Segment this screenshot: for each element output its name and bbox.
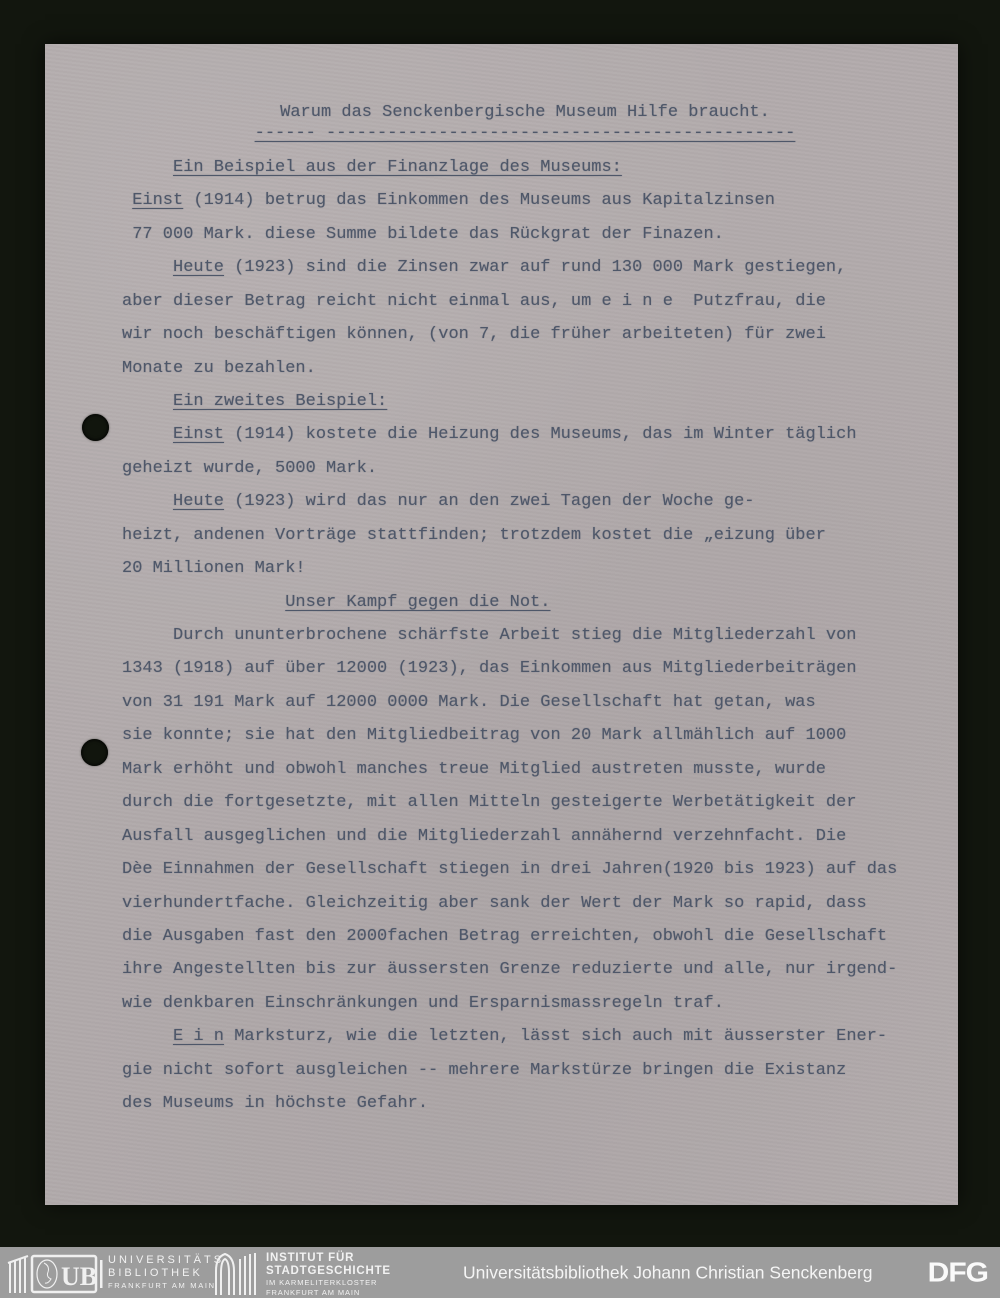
document-line	[122, 318, 928, 351]
ub-wordmark-line: BIBLIOTHEK	[108, 1267, 203, 1279]
document-line	[122, 987, 928, 1020]
document-line	[122, 151, 928, 184]
text-segment: Dèe Einnahmen der Gesellschaft stiegen in drei Jahren(1920 bis 1923) auf das	[122, 860, 898, 880]
document-line	[122, 184, 928, 217]
document-line	[122, 753, 928, 786]
text-segment: wie denkbaren Einschränkungen und Ersparnismassregeln traf.	[122, 993, 724, 1013]
underlined-text: ------ ----------------------------------------------	[254, 124, 796, 144]
hole-punch-bottom	[81, 739, 108, 766]
underlined-text: Unser Kampf gegen die Not.	[285, 592, 551, 612]
document-line	[122, 1020, 928, 1053]
document-line	[122, 352, 928, 385]
text-segment: vierhundertfache. Gleichzeitig aber sank der Wert der Mark so rapid, dass	[122, 893, 867, 913]
document-line	[122, 1087, 928, 1120]
underlined-text: Ein Beispiel aus der Finanzlage des Museums:	[173, 157, 622, 177]
ub-library-logo-icon	[6, 1251, 106, 1295]
institut-wordmark-line: IM KARMELITERKLOSTER	[266, 1278, 378, 1287]
text-segment: Warum das Senckenbergische Museum Hilfe braucht.	[280, 103, 770, 122]
text-segment: Durch ununterbrochene schärfste Arbeit stieg die Mitgliederzahl von	[173, 626, 857, 645]
text-segment: (1923) wird das nur an den zwei Tagen der Woche ge-	[224, 492, 755, 512]
text-segment: Marksturz, wie die letzten, lässt sich auch mit äusserster Ener-	[224, 1027, 888, 1047]
document-line	[122, 887, 928, 920]
text-segment: (1914) kostete die Heizung des Museums, das im Winter täglich	[224, 425, 857, 445]
document-line	[122, 686, 928, 719]
document-line	[122, 418, 928, 451]
institut-wordmark-line: INSTITUT FÜR	[266, 1252, 355, 1264]
document-line	[122, 586, 928, 619]
document-line	[122, 117, 928, 150]
institut-wordmark-line: FRANKFURT AM MAIN	[266, 1287, 361, 1297]
underlined-text: Ein zweites Beispiel:	[173, 391, 388, 411]
document-line	[122, 719, 928, 752]
institut-wordmark-line: STADTGESCHICHTE	[266, 1265, 391, 1277]
svg-text:UB: UB	[61, 1262, 98, 1291]
underlined-text: Einst	[173, 425, 225, 445]
text-segment: geheizt wurde, 5000 Mark.	[122, 458, 378, 478]
text-segment: wir noch beschäftigen können, (von 7, die früher arbeiteten) für zwei	[122, 325, 826, 345]
ub-library-wordmark	[108, 1254, 224, 1291]
document-line	[122, 920, 928, 953]
document-line	[122, 820, 928, 853]
ub-wordmark-line: FRANKFURT AM MAIN	[108, 1281, 216, 1290]
text-segment: 1343 (1918) auf über 12000 (1923), das Einkommen aus Mitgliederbeiträgen	[122, 659, 857, 679]
library-name-text: Universitätsbibliothek Johann Christian Senckenberg	[463, 1262, 873, 1282]
text-segment: durch die fortgesetzte, mit allen Mitteln gesteigerte Werbetätigkeit der	[122, 793, 857, 813]
footer-bar	[0, 1247, 1000, 1298]
ub-wordmark-line: UNIVERSITÄTS	[108, 1254, 225, 1266]
document-line	[122, 853, 928, 886]
document-line	[122, 519, 928, 552]
text-segment: 77 000 Mark. diese Summe bildete das Rückgrat der Finazen.	[132, 224, 724, 244]
dfg-logo: DFG	[927, 1256, 988, 1288]
text-segment: des Museums in höchste Gefahr.	[122, 1094, 429, 1114]
document-line	[122, 786, 928, 819]
text-segment: sie konnte; sie hat den Mitgliedbeitrag von 20 Mark allmählich auf 1000	[122, 726, 847, 746]
document-line	[122, 285, 928, 318]
document-line	[122, 619, 928, 652]
document-line	[122, 652, 928, 685]
text-segment: gie nicht sofort ausgleichen -- mehrere Markstürze bringen die Existanz	[122, 1060, 847, 1080]
paper-page	[45, 44, 958, 1205]
hole-punch-top	[82, 414, 109, 441]
text-segment: Monate zu bezahlen.	[122, 358, 316, 378]
document-line	[122, 552, 928, 585]
underlined-text: Heute	[173, 258, 225, 278]
text-segment: (1923) sind die Zinsen zwar auf rund 130 000 Mark gestiegen,	[224, 258, 847, 278]
underlined-text: Heute	[173, 492, 225, 512]
text-segment: (1914) betrug das Einkommen des Museums aus Kapitalzinsen	[183, 191, 775, 211]
institut-stadtgeschichte-logo-icon	[212, 1251, 262, 1295]
document-line	[122, 485, 928, 518]
underlined-text: Einst	[132, 191, 184, 211]
document-line	[122, 452, 928, 485]
document-text	[122, 96, 928, 1121]
text-segment: von 31 191 Mark auf 12000 000Θ Mark. Die Gesellschaft hat getan, was	[122, 692, 816, 712]
text-segment: 20 Millionen Mark!	[122, 559, 306, 579]
text-segment: aber dieser Betrag reicht nicht einmal aus, um e i n e Putzfrau, die	[122, 291, 826, 311]
document-line	[122, 218, 928, 251]
document-line	[122, 1054, 928, 1087]
text-segment: Mark erhöht und obwohl manches treue Mitglied austreten musste, wurde	[122, 759, 826, 779]
document-line	[122, 251, 928, 284]
text-segment: heizt, andenen Vorträge stattfinden; trotzdem kostet die „eizung über	[122, 525, 826, 545]
underlined-text: E i n	[173, 1027, 225, 1047]
document-line	[122, 385, 928, 418]
text-segment: Ausfall ausgeglichen und die Mitgliederzahl annähernd verzehnfacht. Die	[122, 826, 847, 846]
text-segment: die Ausgaben fast den 2000fachen Betrag erreichten, obwohl die Gesellschaft	[122, 926, 888, 946]
text-segment: ihre Angestellten bis zur äussersten Grenze reduzierte und alle, nur irgend-	[122, 960, 898, 980]
institut-wordmark	[266, 1252, 391, 1297]
document-line	[122, 953, 928, 986]
